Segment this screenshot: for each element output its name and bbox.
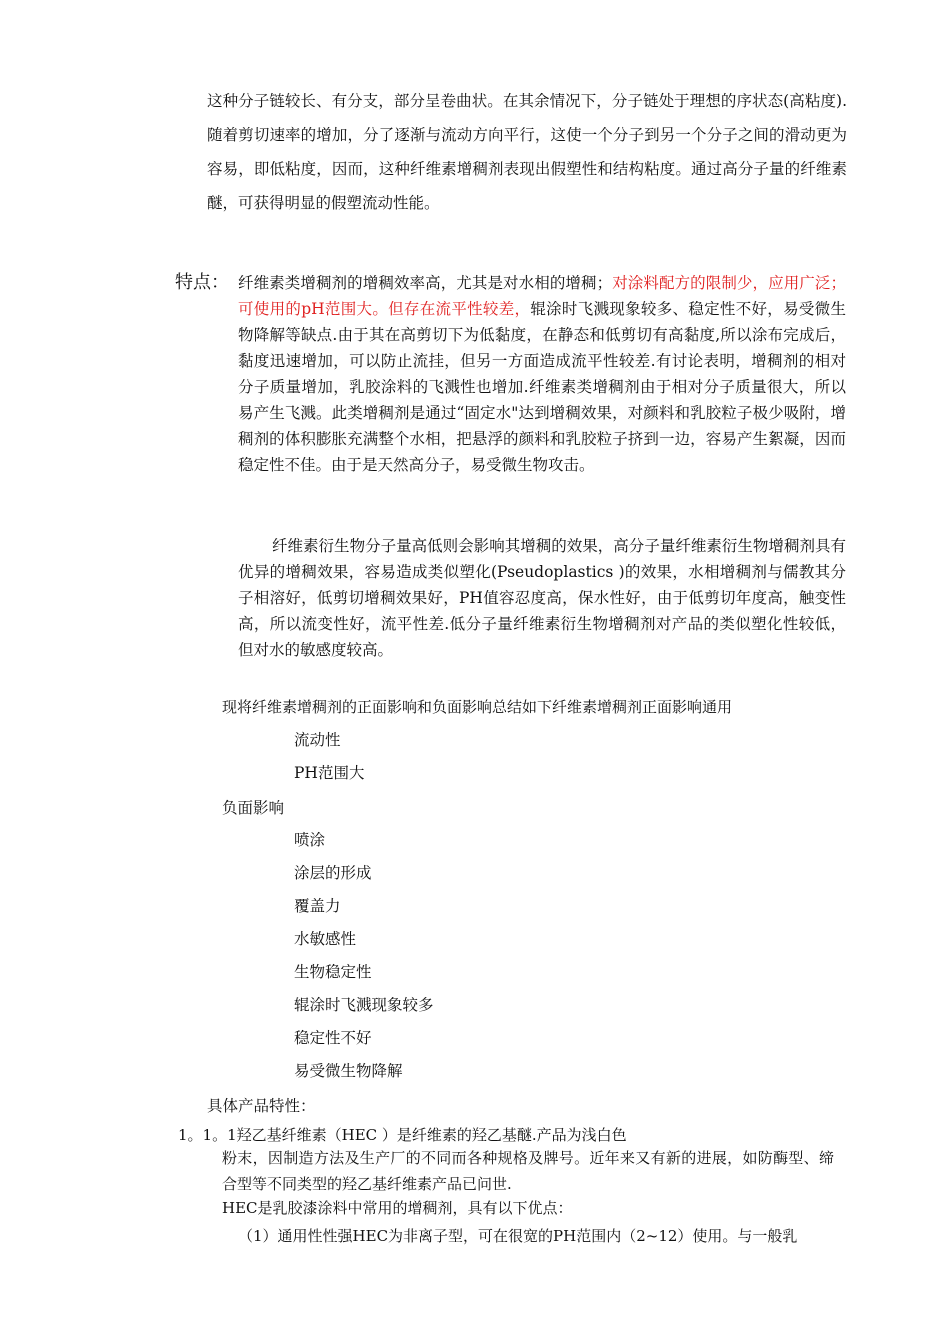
features-label: 特点： — [175, 272, 229, 293]
features-text-highlight: 对涂料配方的限制少，应用广泛；可使用的pH范围大。但存在流平性较差， — [238, 274, 846, 318]
hec-intro: HEC是乳胶漆涂料中常用的增稠剂，具有以下优点： — [222, 1199, 573, 1217]
features-text-before: 纤维素类增稠剂的增稠效率高，尤其是对水相的增稠； — [238, 274, 613, 292]
negative-item: 覆盖力 — [294, 897, 341, 915]
section-paragraph: 粉末，因制造方法及生产厂的不同而各种规格及牌号。近年来又有新的进展，如防酶型、缔合型等不同类型的羟乙基纤维素产品已问世. — [222, 1149, 834, 1193]
negative-title: 负面影响 — [222, 799, 285, 817]
products-title: 具体产品特性： — [207, 1097, 316, 1115]
negative-item: 易受微生物降解 — [294, 1062, 403, 1080]
negative-item: 水敏感性 — [294, 930, 357, 948]
summary-intro: 现将纤维素增稠剂的正面影响和负面影响总结如下纤维素增稠剂正面影响通用 — [222, 698, 733, 716]
negative-item: 稳定性不好 — [294, 1029, 372, 1047]
section-heading: 1。1。1羟乙基纤维素（HEC ）是纤维素的羟乙基醚.产品为浅白色 — [178, 1126, 627, 1144]
negative-item: 生物稳定性 — [294, 963, 372, 981]
positive-item: 流动性 — [294, 731, 341, 749]
hec-point-1: （1）通用性性强HEC为非离子型，可在很宽的PH范围内（2~12）使用。与一般乳 — [238, 1227, 798, 1245]
molecular-weight-paragraph: 纤维素衍生物分子量高低则会影响其增稠的效果，高分子量纤维素衍生物增稠剂具有优异的增稠效果，容易造成类似塑化(Pseudoplastics )的效果，水相增稠剂与儒教其分子相溶好，低剪切增稠效果好，PH值容忍度高，保水性好，由于低剪切年度高，触变性高，所以流变性好，流平性差.低分子量纤维素衍生物增稠剂对产品的类似塑化性较低，但对水的敏感度较高。 — [238, 537, 846, 659]
negative-item: 喷涂 — [294, 831, 326, 849]
negative-item: 辊涂时飞溅现象较多 — [294, 996, 434, 1014]
features-text-after: 辊涂时飞溅现象较多、稳定性不好，易受微生物降解等缺点.由于其在高剪切下为低黏度，在静态和低剪切有高黏度,所以涂布完成后，黏度迅速增加，可以防止流挂，但另一方面造成流平性较差.有讨论表明，增稠剂的相对分子质量增加，乳胶涂料的飞溅性也增加.纤维素类增稠剂由于相对分子质量很大，所以易产生飞溅。此类增稠剂是通过“固定水"达到增稠效果，对颜料和乳胶粒子极少吸附，增稠剂的体积膨胀充满整个水相，把悬浮的颜料和乳胶粒子挤到一边，容易产生絮凝，因而稳定性不佳。由于是天然高分子，易受微生物攻击。 — [238, 300, 846, 474]
intro-paragraph: 这种分子链较长、有分支，部分呈卷曲状。在其余情况下，分子链处于理想的序状态(高粘度).随着剪切速率的增加，分了逐渐与流动方向平行，这使一个分子到另一个分子之间的滑动更为容易，即低粘度，因而，这种纤维素增稠剂表现出假塑性和结构粘度。通过高分子量的纤维素醚，可获得明显的假塑流动性能。 — [207, 92, 847, 212]
positive-item: PH范围大 — [294, 764, 365, 782]
features-paragraph — [238, 270, 846, 478]
negative-item: 涂层的形成 — [294, 864, 372, 882]
